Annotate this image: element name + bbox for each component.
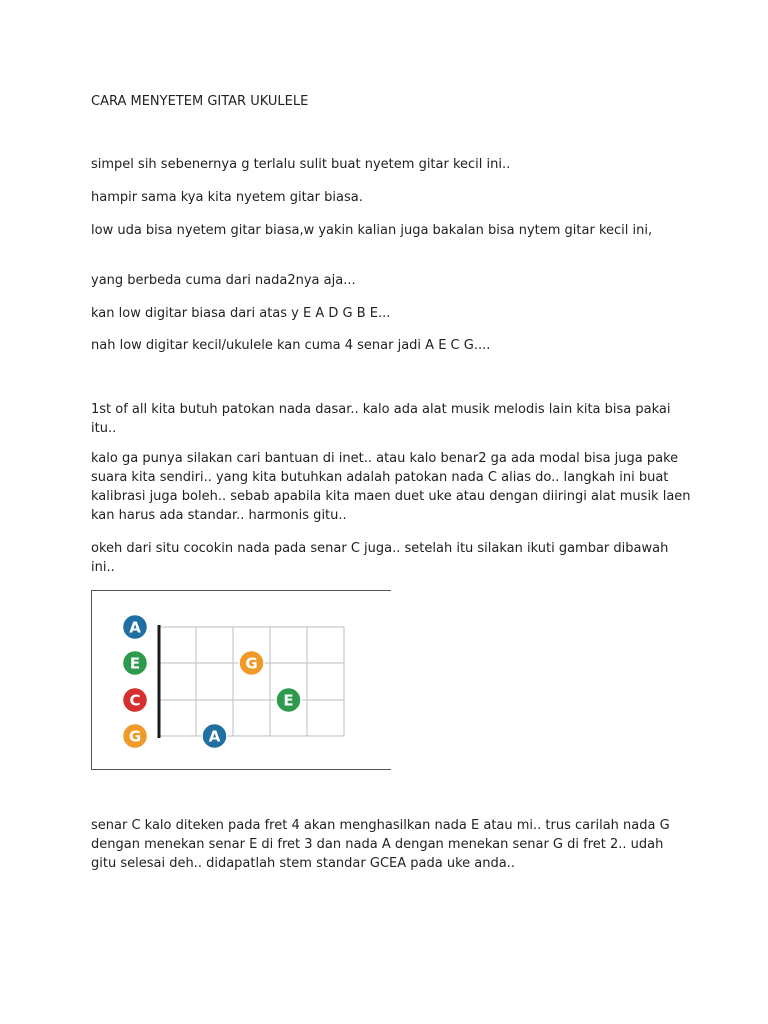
paragraph-9: okeh dari situ cocokin nada pada senar C juga.. setelah itu silakan ikuti gambar dibawah ini.. [91,541,669,575]
open-note-e-2-label: E [129,654,141,673]
open-note-c-3-label: C [129,691,141,710]
open-note-g-4-label: G [128,727,142,746]
paragraph-4: yang berbeda cuma dari nada2nya aja... [91,273,356,288]
open-note-a-1-label: A [129,618,141,637]
ukulele-tuning-diagram [91,590,391,770]
paragraph-8: kalo ga punya silakan cari bantuan di inet.. atau kalo benar2 ga ada modal bisa juga pake suara kita sendiri.. yang kita butuhkan adalah patokan nada C alias do.. langkah ini buat kalibrasi juga boleh.. sebab apabila kita maen duet uke atau dengan diiringi alat musik laen kan harus ada standar.. harmonis gitu.. [91,451,691,523]
paragraph-1: simpel sih sebenernya g terlalu sulit buat nyetem gitar kecil ini.. [91,157,511,172]
paragraph-7: 1st of all kita butuh patokan nada dasar.. kalo ada alat musik melodis lain kita bisa pakai itu.. [91,402,671,436]
fretted-note-e-2-label: E [283,691,294,710]
paragraph-10: senar C kalo diteken pada fret 4 akan menghasilkan nada E atau mi.. trus carilah nada G dengan menekan senar E di fret 3 dan nada A dengan menekan senar G di fret 2.. udah gitu selesai deh.. didapatlah stem standar GCEA pada uke anda.. [91,818,670,871]
document-title: CARA MENYETEM GITAR UKULELE [91,94,309,109]
paragraph-3: low uda bisa nyetem gitar biasa,w yakin kalian juga bakalan bisa nytem gitar kecil ini, [91,223,653,238]
paragraph-6: nah low digitar kecil/ukulele kan cuma 4 senar jadi A E C G.... [91,338,491,353]
paragraph-5: kan low digitar biasa dari atas y E A D G B E... [91,306,391,321]
fretted-note-a-3-label: A [208,727,221,746]
fretboard-svg [92,591,392,771]
paragraph-2: hampir sama kya kita nyetem gitar biasa. [91,190,363,205]
fretted-note-g-1-label: G [245,654,258,673]
